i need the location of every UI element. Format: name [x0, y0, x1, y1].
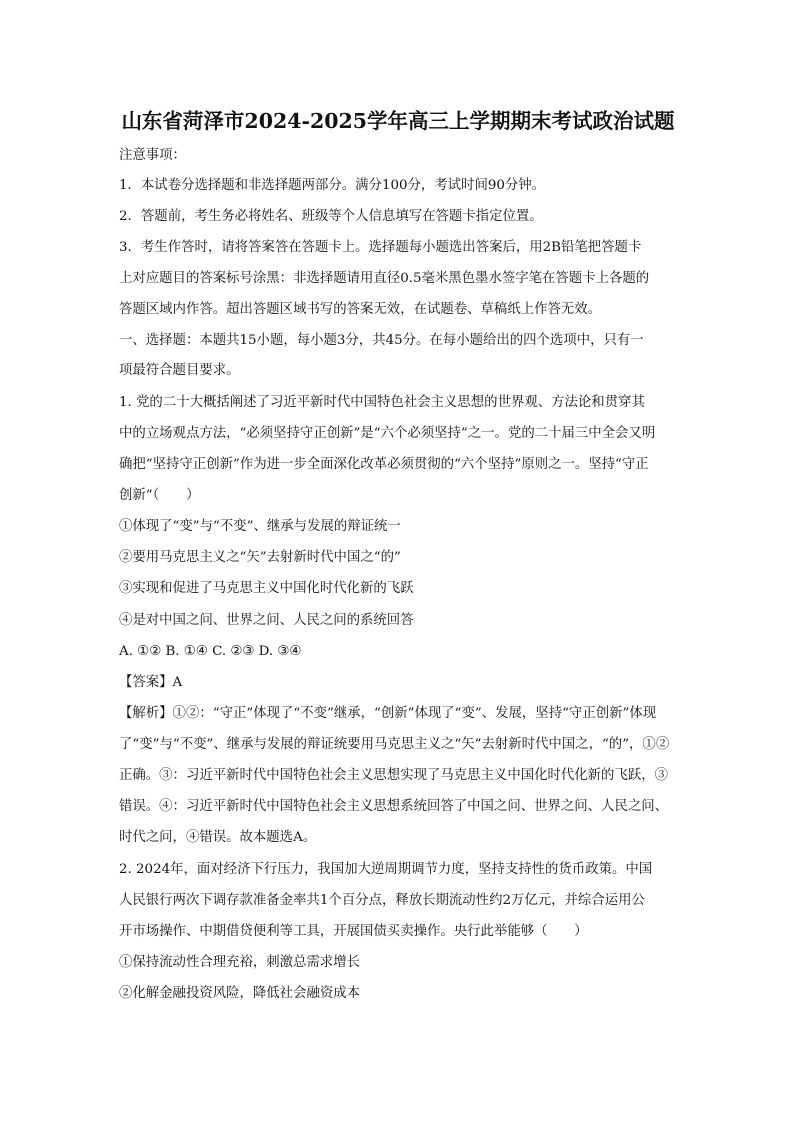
q1-stem-line-1: 1. 党的二十大概括阐述了习近平新时代中国特色社会主义思想的世界观、方法论和贯穿其	[119, 395, 645, 410]
q1-analysis-line-3: 正确。③：习近平新时代中国特色社会主义思想实现了马克思主义中国化时代化新的飞跃，③	[119, 768, 669, 783]
notice-item-3-line-2: 上对应题目的答案标号涂黑：非选择题请用直径0.5毫米黑色墨水签字笔在答题卡上各题的	[119, 271, 650, 286]
q1-option-4: ④是对中国之问、世界之问、人民之问的系统回答	[119, 613, 414, 628]
q2-option-2: ②化解金融投资风险，降低社会融资成本	[119, 986, 361, 1001]
notice-heading: 注意事项：	[119, 148, 186, 163]
q1-answer: 【答案】A	[119, 675, 183, 690]
q1-option-3: ③实现和促进了马克思主义中国化时代化新的飞跃	[119, 581, 414, 596]
q1-analysis-line-4: 错误。④：习近平新时代中国特色社会主义思想系统回答了中国之问、世界之问、人民之问、	[119, 799, 669, 814]
q1-option-2: ②要用马克思主义之“矢”去射新时代中国之“的”	[119, 550, 401, 565]
notice-item-3-line-1: 3．考生作答时，请将答案答在答题卡上。选择题每小题选出答案后，用2B铅笔把答题卡	[119, 240, 642, 255]
q1-choices: A. ①② B. ①④ C. ②③ D. ③④	[119, 644, 302, 659]
q1-stem-line-4: 创新”（ ）	[119, 488, 200, 503]
q1-option-1: ①体现了“变”与“不变”、继承与发展的辩证统一	[119, 519, 401, 534]
section-heading-line-2: 项最符合题目要求。	[119, 363, 240, 378]
notice-item-1: 1．本试卷分选择题和非选择题两部分。满分100分，考试时间90分钟。	[119, 178, 546, 193]
q2-option-1: ①保持流动性合理充裕，刺激总需求增长	[119, 955, 361, 970]
q1-stem-line-3: 确把“坚持守正创新”作为进一步全面深化改革必须贯彻的“六个坚持”原则之一。坚持“守正	[119, 457, 649, 472]
q1-analysis-line-2: 了“变”与“不变”、继承与发展的辩证统要用马克思主义之“矢”去射新时代中国之，“的”，①②	[119, 737, 670, 752]
q1-analysis-line-5: 时代之问，④错误。故本题选A。	[119, 830, 317, 845]
notice-item-2: 2．答题前，考生务必将姓名、班级等个人信息填写在答题卡指定位置。	[119, 209, 543, 224]
section-heading-line-1: 一、选择题：本题共15小题，每小题3分，共45分。在每小题给出的四个选项中，只有一	[119, 333, 644, 348]
q2-stem-line-3: 开市场操作、中期借贷便利等工具，开展国债买卖操作。央行此举能够（ ）	[119, 924, 588, 939]
q2-stem-line-2: 人民银行两次下调存款准备金率共1个百分点，释放长期流动性约2万亿元，并综合运用公	[119, 893, 645, 908]
q1-stem-line-2: 中的立场观点方法，“必须坚持守正创新”是“六个必须坚持”之一。党的二十届三中全会又明	[119, 426, 656, 441]
page-title: 山东省菏泽市2024-2025学年高三上学期期末考试政治试题	[121, 109, 675, 133]
q1-analysis-line-1: 【解析】①②：“守正”体现了“不变”继承，“创新”体现了“变”、发展，坚持“守正创新”体现	[119, 706, 657, 721]
notice-item-3-line-3: 答题区域内作答。超出答题区域书写的答案无效，在试题卷、草稿纸上作答无效。	[119, 302, 602, 317]
q2-stem-line-1: 2. 2024年，面对经济下行压力，我国加大逆周期调节力度，坚持支持性的货币政策。中国	[119, 862, 653, 877]
